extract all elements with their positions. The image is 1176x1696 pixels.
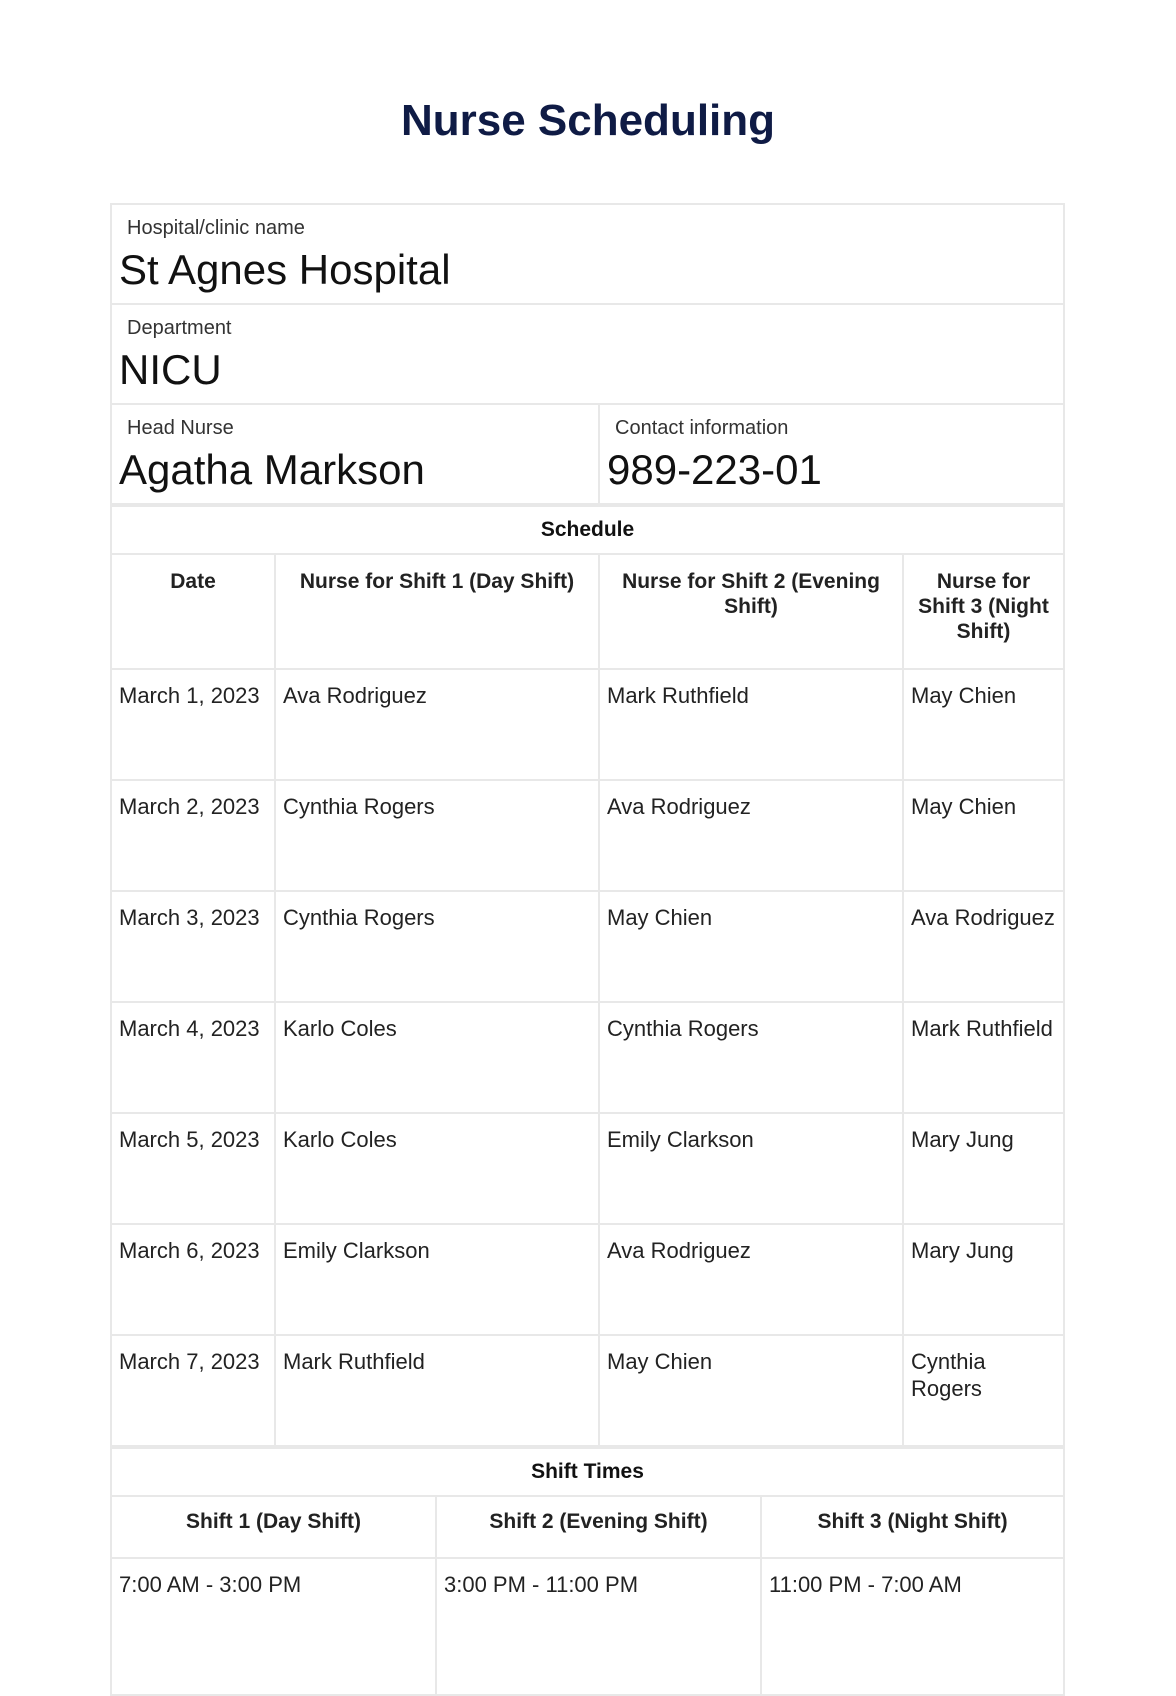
table-row [111,669,1064,780]
table-row [111,1224,1064,1335]
shift-time: 11:00 PM - 7:00 AM [761,1558,1064,1695]
head-nurse-value: Agatha Markson [119,446,425,493]
schedule-form [110,203,1063,1696]
date-cell: March 3, 2023 [111,891,275,1002]
schedule-header-row [111,554,1064,669]
shift1-nurse-cell: Mark Ruthfield [275,1335,599,1446]
contact-field [599,404,1064,504]
column-header: Nurse for Shift 2 (Evening Shift) [599,554,903,669]
shift2-nurse-cell: Mark Ruthfield [599,669,903,780]
table-row [111,1335,1064,1446]
department-field [111,304,1064,404]
shift-times-header-row [111,1496,1064,1558]
contact-label: Contact information [615,417,789,439]
shift-time: 3:00 PM - 11:00 PM [436,1558,761,1695]
column-header: Nurse for Shift 3 (Night Shift) [903,554,1064,669]
column-header: Shift 3 (Night Shift) [761,1496,1064,1558]
shift-times-heading: Shift Times [111,1448,1064,1496]
date-cell: March 1, 2023 [111,669,275,780]
shift3-nurse-cell: Ava Rodriguez [903,891,1064,1002]
date-cell: March 5, 2023 [111,1113,275,1224]
shift2-nurse-cell: Emily Clarkson [599,1113,903,1224]
table-row [111,1002,1064,1113]
shift-times-table [110,1447,1065,1696]
table-row [111,1113,1064,1224]
department-label: Department [127,317,232,339]
shift3-nurse-cell: Mary Jung [903,1113,1064,1224]
shift2-nurse-cell: Ava Rodriguez [599,1224,903,1335]
table-row [111,891,1064,1002]
shift3-nurse-cell: Cynthia Rogers [903,1335,1064,1446]
column-header: Date [111,554,275,669]
date-cell: March 7, 2023 [111,1335,275,1446]
hospital-label: Hospital/clinic name [127,217,305,239]
shift3-nurse-cell: Mary Jung [903,1224,1064,1335]
date-cell: March 4, 2023 [111,1002,275,1113]
schedule-heading: Schedule [111,506,1064,554]
shift1-nurse-cell: Karlo Coles [275,1002,599,1113]
shift1-nurse-cell: Cynthia Rogers [275,891,599,1002]
shift2-nurse-cell: Ava Rodriguez [599,780,903,891]
shift1-nurse-cell: Cynthia Rogers [275,780,599,891]
page-title: Nurse Scheduling [400,96,776,145]
column-header: Shift 1 (Day Shift) [111,1496,436,1558]
head-nurse-field [111,404,599,504]
schedule-table [110,505,1065,1447]
hospital-value: St Agnes Hospital [119,246,451,293]
shift3-nurse-cell: Mark Ruthfield [903,1002,1064,1113]
head-nurse-label: Head Nurse [127,417,234,439]
column-header: Shift 2 (Evening Shift) [436,1496,761,1558]
department-value: NICU [119,346,222,393]
table-row [111,780,1064,891]
shift2-nurse-cell: May Chien [599,891,903,1002]
date-cell: March 2, 2023 [111,780,275,891]
shift3-nurse-cell: May Chien [903,669,1064,780]
shift3-nurse-cell: May Chien [903,780,1064,891]
shift1-nurse-cell: Karlo Coles [275,1113,599,1224]
shift-times-row [111,1558,1064,1695]
hospital-field [111,204,1064,304]
shift1-nurse-cell: Ava Rodriguez [275,669,599,780]
shift1-nurse-cell: Emily Clarkson [275,1224,599,1335]
date-cell: March 6, 2023 [111,1224,275,1335]
shift-time: 7:00 AM - 3:00 PM [111,1558,436,1695]
contact-value: 989-223-01 [607,446,822,493]
column-header: Nurse for Shift 1 (Day Shift) [275,554,599,669]
info-table [110,203,1065,505]
shift2-nurse-cell: Cynthia Rogers [599,1002,903,1113]
shift2-nurse-cell: May Chien [599,1335,903,1446]
